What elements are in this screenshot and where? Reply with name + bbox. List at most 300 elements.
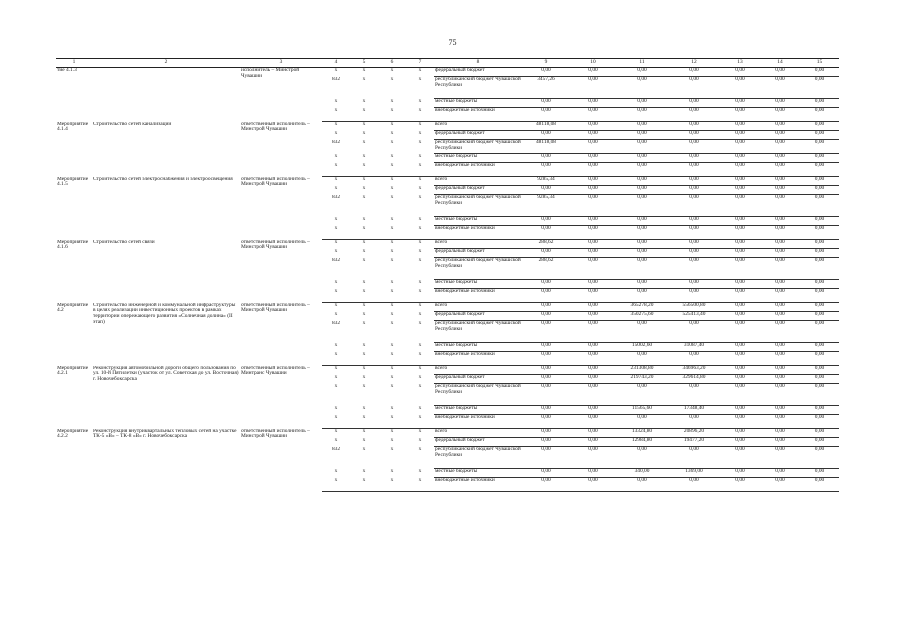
funding-amount: 0,00 — [616, 384, 668, 406]
section-code: x — [362, 437, 366, 443]
funding-amount: 219743,20 — [616, 375, 668, 384]
funding-amount: 48118,08 — [522, 140, 570, 154]
funding-source: внебюджетные источники — [434, 478, 522, 492]
funding-amount: 0,00 — [522, 99, 570, 108]
funding-amount: 0,00 — [522, 217, 570, 226]
funding-amount: 0,00 — [800, 226, 839, 240]
target-code: x — [390, 437, 394, 443]
funding-amount: 0,00 — [570, 312, 616, 321]
funding-amount: 0,00 — [760, 122, 800, 131]
budget-table — [56, 58, 839, 492]
funding-amount: 0,00 — [570, 384, 616, 406]
funding-source: внебюджетные источники — [434, 352, 522, 366]
target-code: x — [390, 239, 394, 245]
funding-source: внебюджетные источники — [434, 289, 522, 303]
budget-code: x — [334, 437, 338, 443]
section-code: x — [362, 468, 366, 474]
funding-amount: 0,00 — [668, 217, 720, 226]
funding-amount: 0,00 — [800, 68, 839, 77]
measure-title: Реконструкция внутриквартальных тепловых сетей на участке ТК-5 «В» – ТК-8 «В» г. Новочебоксарска — [93, 428, 237, 440]
funding-amount: 0,00 — [720, 478, 760, 492]
target-code: x — [390, 67, 394, 73]
funding-amount: 0,00 — [800, 429, 839, 438]
budget-code: x — [334, 153, 338, 159]
funding-amount: 365278,20 — [616, 303, 668, 312]
budget-code: x — [334, 365, 338, 371]
funding-amount: 0,00 — [720, 352, 760, 366]
funding-amount: 0,00 — [800, 249, 839, 258]
funding-source: республиканский бюджет Чувашской Республики — [434, 140, 522, 154]
funding-amount: 0,00 — [616, 226, 668, 240]
funding-amount: 0,00 — [760, 258, 800, 280]
funding-amount: 9285,34 — [522, 177, 570, 186]
funding-amount: 12984,80 — [616, 438, 668, 447]
column-header: 9 — [522, 59, 570, 68]
funding-amount: 20896,20 — [668, 429, 720, 438]
target-code: x — [390, 446, 394, 452]
funding-amount: 0,00 — [720, 406, 760, 415]
funding-amount: 0,00 — [570, 343, 616, 352]
funding-amount: 0,00 — [668, 77, 720, 99]
section-code: x — [362, 311, 366, 317]
funding-amount: 0,00 — [800, 312, 839, 321]
section-code: x — [362, 257, 366, 263]
table-row — [56, 177, 839, 186]
funding-amount: 0,00 — [800, 415, 839, 429]
funding-amount: 0,00 — [800, 447, 839, 469]
funding-amount: 0,00 — [800, 321, 839, 343]
funding-amount: 0,00 — [522, 384, 570, 406]
column-header: 6 — [378, 59, 406, 68]
column-header: 1 — [56, 59, 92, 68]
funding-amount: 0,00 — [522, 163, 570, 177]
funding-amount: 0,00 — [616, 99, 668, 108]
funding-amount: 0,00 — [570, 195, 616, 217]
budget-code: x — [334, 279, 338, 285]
funding-amount: 0,00 — [760, 312, 800, 321]
budget-code: x — [334, 405, 338, 411]
expense-code: x — [418, 194, 422, 200]
table-body — [56, 68, 839, 492]
measure-code: Мероприятие 4.2.2 — [57, 428, 89, 440]
budget-code: 832 — [331, 194, 341, 200]
funding-amount: 0,00 — [760, 289, 800, 303]
funding-amount: 0,00 — [668, 289, 720, 303]
budget-code: 832 — [331, 257, 341, 263]
funding-amount: 0,00 — [720, 343, 760, 352]
funding-amount: 0,00 — [760, 447, 800, 469]
funding-amount: 0,00 — [760, 249, 800, 258]
funding-amount: 0,00 — [720, 99, 760, 108]
funding-amount: 0,00 — [720, 447, 760, 469]
funding-amount: 0,00 — [800, 99, 839, 108]
funding-amount: 0,00 — [616, 415, 668, 429]
budget-code: x — [334, 468, 338, 474]
responsible-executor: ответственный исполнитель – Минстрой Чувашии — [241, 121, 310, 133]
funding-amount: 0,00 — [570, 122, 616, 131]
funding-amount: 0,00 — [800, 240, 839, 249]
expense-code: x — [418, 185, 422, 191]
funding-amount: 0,00 — [720, 217, 760, 226]
target-code: x — [390, 257, 394, 263]
target-code: x — [378, 415, 406, 429]
funding-amount: 0,00 — [720, 384, 760, 406]
expense-code: x — [418, 437, 422, 443]
target-code: x — [390, 302, 394, 308]
funding-amount: 0,00 — [668, 186, 720, 195]
funding-amount: 0,00 — [720, 177, 760, 186]
table-row — [56, 122, 839, 131]
funding-source: республиканский бюджет Чувашской Республики — [434, 447, 522, 469]
budget-code: x — [334, 67, 338, 73]
funding-amount: 0,00 — [522, 429, 570, 438]
section-code: x — [362, 176, 366, 182]
target-code: x — [390, 248, 394, 254]
funding-amount: 525413,40 — [668, 312, 720, 321]
funding-source: местные бюджеты — [434, 469, 522, 478]
funding-amount: 0,00 — [570, 258, 616, 280]
target-code: x — [390, 216, 394, 222]
expense-code: x — [406, 108, 434, 122]
funding-amount: 0,00 — [668, 415, 720, 429]
funding-amount: 340,00 — [616, 469, 668, 478]
expense-code: x — [418, 302, 422, 308]
column-header: 5 — [350, 59, 378, 68]
expense-code: x — [418, 311, 422, 317]
funding-amount: 9285,34 — [522, 195, 570, 217]
funding-amount: 0,00 — [522, 131, 570, 140]
funding-amount: 0,00 — [800, 289, 839, 303]
expense-code: x — [418, 405, 422, 411]
funding-amount: 0,00 — [668, 280, 720, 289]
budget-code: x — [334, 383, 338, 389]
target-code: x — [390, 139, 394, 145]
target-code: x — [390, 320, 394, 326]
funding-amount: 0,00 — [668, 447, 720, 469]
funding-amount: 0,00 — [720, 280, 760, 289]
expense-code: x — [418, 383, 422, 389]
funding-amount: 288,62 — [522, 240, 570, 249]
funding-amount: 0,00 — [522, 280, 570, 289]
funding-amount: 0,00 — [522, 108, 570, 122]
target-code: x — [390, 374, 394, 380]
budget-code: x — [334, 342, 338, 348]
funding-amount: 0,00 — [522, 289, 570, 303]
funding-amount: 0,00 — [760, 195, 800, 217]
funding-amount: 0,00 — [760, 108, 800, 122]
funding-amount: 0,00 — [760, 77, 800, 99]
target-code: x — [378, 163, 406, 177]
funding-amount: 329614,80 — [668, 375, 720, 384]
column-header: 2 — [92, 59, 240, 68]
budget-code: x — [334, 216, 338, 222]
funding-amount: 0,00 — [522, 343, 570, 352]
funding-amount: 0,00 — [570, 321, 616, 343]
funding-source: всего — [434, 240, 522, 249]
funding-amount: 0,00 — [720, 249, 760, 258]
budget-code: x — [334, 176, 338, 182]
target-code: x — [390, 342, 394, 348]
funding-source: внебюджетные источники — [434, 226, 522, 240]
funding-amount: 0,00 — [760, 303, 800, 312]
funding-amount: 346963,20 — [668, 366, 720, 375]
funding-amount: 0,00 — [760, 352, 800, 366]
funding-source: федеральный бюджет — [434, 68, 522, 77]
measure-code: Мероприятие 4.2.1 — [57, 365, 89, 377]
funding-amount: 0,00 — [760, 163, 800, 177]
expense-code: x — [418, 98, 422, 104]
funding-amount: 0,00 — [522, 321, 570, 343]
funding-amount: 0,00 — [616, 186, 668, 195]
funding-amount: 0,00 — [616, 280, 668, 289]
funding-amount: 0,00 — [720, 140, 760, 154]
section-code: x — [362, 76, 366, 82]
section-code: x — [362, 383, 366, 389]
funding-amount: 0,00 — [760, 154, 800, 163]
funding-amount: 17348,40 — [668, 406, 720, 415]
section-code: x — [362, 153, 366, 159]
expense-code: x — [406, 478, 434, 492]
budget-code: x — [334, 130, 338, 136]
funding-amount: 0,00 — [616, 240, 668, 249]
funding-amount: 0,00 — [760, 140, 800, 154]
budget-code: 832 — [331, 320, 341, 326]
funding-amount: 0,00 — [522, 186, 570, 195]
funding-amount: 0,00 — [760, 240, 800, 249]
funding-amount: 0,00 — [800, 478, 839, 492]
funding-amount: 0,00 — [522, 312, 570, 321]
target-code: x — [390, 279, 394, 285]
target-code: x — [390, 153, 394, 159]
funding-amount: 0,00 — [800, 258, 839, 280]
funding-source: всего — [434, 366, 522, 375]
funding-amount: 19477,20 — [668, 438, 720, 447]
funding-amount: 350275,60 — [616, 312, 668, 321]
table-row — [56, 429, 839, 438]
funding-amount: 0,00 — [616, 122, 668, 131]
funding-amount: 0,00 — [800, 122, 839, 131]
funding-amount: 0,00 — [522, 366, 570, 375]
funding-amount: 0,00 — [570, 303, 616, 312]
budget-code: 832 — [331, 76, 341, 82]
funding-source: федеральный бюджет — [434, 186, 522, 195]
funding-source: республиканский бюджет Чувашской Республики — [434, 321, 522, 343]
expense-code: x — [418, 468, 422, 474]
funding-amount: 0,00 — [570, 217, 616, 226]
funding-amount: 0,00 — [668, 108, 720, 122]
section-code: x — [350, 352, 378, 366]
funding-source: местные бюджеты — [434, 99, 522, 108]
measure-code: Мероприятие 4.1.4 — [57, 121, 89, 133]
measure-code: Мероприятие 4.1.5 — [57, 176, 89, 188]
funding-amount: 31087,40 — [668, 343, 720, 352]
section-code: x — [362, 139, 366, 145]
funding-amount: 0,00 — [800, 406, 839, 415]
funding-amount: 0,00 — [522, 375, 570, 384]
funding-source: внебюджетные источники — [434, 108, 522, 122]
funding-amount: 0,00 — [570, 131, 616, 140]
funding-source: республиканский бюджет Чувашской Республики — [434, 384, 522, 406]
funding-source: федеральный бюджет — [434, 131, 522, 140]
funding-amount: 0,00 — [522, 154, 570, 163]
expense-code: x — [406, 352, 434, 366]
funding-amount: 0,00 — [800, 140, 839, 154]
funding-amount: 556500,80 — [668, 303, 720, 312]
funding-amount: 0,00 — [720, 226, 760, 240]
funding-amount: 0,00 — [616, 108, 668, 122]
funding-amount: 0,00 — [800, 375, 839, 384]
funding-amount: 0,00 — [668, 249, 720, 258]
funding-source: республиканский бюджет Чувашской Республики — [434, 258, 522, 280]
funding-amount: 0,00 — [720, 289, 760, 303]
budget-code: x — [322, 478, 350, 492]
responsible-executor: ответственный исполнитель – Минстрой Чувашии — [241, 239, 310, 251]
funding-amount: 0,00 — [720, 122, 760, 131]
funding-amount: 0,00 — [760, 177, 800, 186]
funding-source: всего — [434, 303, 522, 312]
funding-amount: 0,00 — [570, 469, 616, 478]
funding-amount: 0,00 — [720, 258, 760, 280]
expense-code: x — [418, 76, 422, 82]
measure-title: Реконструкция автомобильной дороги общего пользования по ул. 10-й Пятилетки (участок от ул. Советская до ул. Восточная) г. Новочебоксарска — [93, 365, 239, 382]
budget-code: x — [334, 98, 338, 104]
funding-amount: 0,00 — [570, 406, 616, 415]
funding-amount: 0,00 — [522, 415, 570, 429]
funding-amount: 0,00 — [720, 303, 760, 312]
expense-code: x — [418, 216, 422, 222]
target-code: x — [390, 428, 394, 434]
column-header: 3 — [240, 59, 322, 68]
target-code: x — [390, 98, 394, 104]
section-code: x — [362, 428, 366, 434]
funding-amount: 0,00 — [570, 249, 616, 258]
funding-amount: 0,00 — [760, 280, 800, 289]
funding-amount: 0,00 — [760, 478, 800, 492]
funding-amount: 0,00 — [720, 321, 760, 343]
funding-amount: 0,00 — [760, 415, 800, 429]
funding-amount: 0,00 — [668, 226, 720, 240]
funding-amount: 0,00 — [668, 131, 720, 140]
funding-amount: 0,00 — [522, 438, 570, 447]
funding-amount: 11565,60 — [616, 406, 668, 415]
funding-amount: 0,00 — [570, 366, 616, 375]
target-code: x — [390, 365, 394, 371]
funding-amount: 0,00 — [570, 163, 616, 177]
funding-amount: 0,00 — [668, 240, 720, 249]
funding-amount: 0,00 — [760, 68, 800, 77]
section-code: x — [362, 216, 366, 222]
expense-code: x — [418, 279, 422, 285]
target-code: x — [390, 194, 394, 200]
responsible-executor: ответственный исполнитель – Минтранс Чувашии — [241, 365, 310, 377]
funding-amount: 0,00 — [570, 447, 616, 469]
expense-code: x — [418, 342, 422, 348]
column-header: 8 — [434, 59, 522, 68]
budget-code: 832 — [331, 446, 341, 452]
expense-code: x — [418, 176, 422, 182]
funding-amount: 0,00 — [522, 406, 570, 415]
budget-code: x — [322, 163, 350, 177]
column-header: 13 — [720, 59, 760, 68]
budget-code: x — [322, 289, 350, 303]
funding-amount: 0,00 — [570, 352, 616, 366]
responsible-executor: ответственный исполнитель – Минстрой Чувашии — [241, 176, 310, 188]
funding-amount: 0,00 — [616, 478, 668, 492]
budget-code: x — [322, 415, 350, 429]
section-code: x — [350, 478, 378, 492]
funding-source: всего — [434, 177, 522, 186]
expense-code: x — [418, 428, 422, 434]
expense-code: x — [406, 289, 434, 303]
header-row — [56, 59, 839, 68]
target-code: x — [378, 352, 406, 366]
expense-code: x — [418, 139, 422, 145]
expense-code: x — [406, 415, 434, 429]
funding-amount: 0,00 — [800, 352, 839, 366]
funding-amount: 0,00 — [522, 68, 570, 77]
funding-amount: 0,00 — [570, 108, 616, 122]
funding-source: федеральный бюджет — [434, 249, 522, 258]
measure-code: Мероприятие 4.2 — [57, 302, 89, 314]
funding-amount: 15002,60 — [616, 343, 668, 352]
budget-code: x — [322, 352, 350, 366]
funding-amount: 0,00 — [800, 108, 839, 122]
funding-amount: 0,00 — [760, 99, 800, 108]
funding-amount: 0,00 — [616, 289, 668, 303]
section-code: x — [362, 130, 366, 136]
funding-amount: 0,00 — [668, 258, 720, 280]
section-code: x — [362, 302, 366, 308]
funding-source: местные бюджеты — [434, 154, 522, 163]
funding-source: федеральный бюджет — [434, 375, 522, 384]
funding-amount: 0,00 — [570, 154, 616, 163]
funding-amount: 0,00 — [720, 438, 760, 447]
target-code: x — [390, 311, 394, 317]
budget-code: x — [334, 248, 338, 254]
expense-code: x — [418, 67, 422, 73]
funding-amount: 13324,80 — [616, 429, 668, 438]
section-code: x — [350, 163, 378, 177]
funding-amount: 0,00 — [616, 131, 668, 140]
target-code: x — [390, 176, 394, 182]
funding-amount: 0,00 — [760, 429, 800, 438]
section-code: x — [362, 446, 366, 452]
funding-amount: 0,00 — [616, 258, 668, 280]
funding-source: республиканский бюджет Чувашской Республики — [434, 77, 522, 99]
funding-source: внебюджетные источники — [434, 163, 522, 177]
budget-code: x — [334, 374, 338, 380]
column-header: 10 — [570, 59, 616, 68]
funding-source: местные бюджеты — [434, 343, 522, 352]
section-code: x — [362, 194, 366, 200]
funding-amount: 0,00 — [570, 77, 616, 99]
funding-amount: 0,00 — [760, 469, 800, 478]
funding-amount: 0,00 — [800, 343, 839, 352]
expense-code: x — [418, 365, 422, 371]
funding-amount: 0,00 — [570, 186, 616, 195]
funding-amount: 0,00 — [720, 77, 760, 99]
column-header: 4 — [322, 59, 350, 68]
budget-code: x — [322, 108, 350, 122]
funding-amount: 0,00 — [570, 415, 616, 429]
funding-amount: 0,00 — [800, 77, 839, 99]
expense-code: x — [418, 374, 422, 380]
funding-amount: 0,00 — [616, 177, 668, 186]
section-code: x — [350, 415, 378, 429]
funding-amount: 0,00 — [760, 217, 800, 226]
section-code: x — [362, 248, 366, 254]
table-row — [56, 240, 839, 249]
